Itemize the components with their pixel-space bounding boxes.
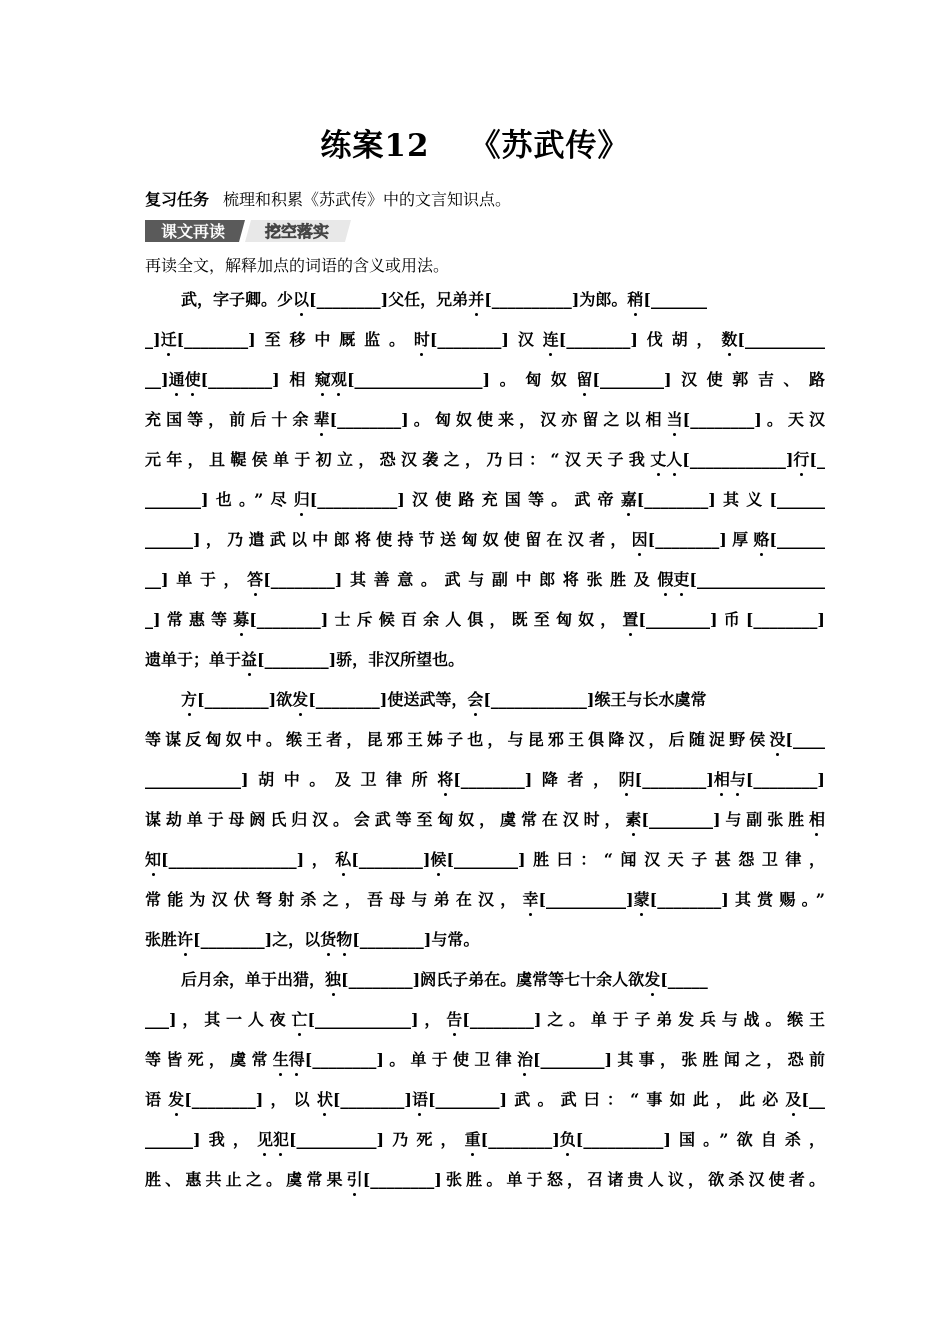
dotted-term: 将 <box>437 770 453 789</box>
passage-line <box>145 720 825 760</box>
text-segment: [__________] <box>538 890 634 909</box>
dotted-term: 方 <box>181 690 197 709</box>
passage-line <box>145 440 825 480</box>
text-segment: [________]胜曰：“闻汉天子甚怨卫律， <box>446 850 825 869</box>
text-segment: 谋劫单于母阏氏归汉。会武等至匈奴，虞常在汉时， <box>145 810 626 829</box>
passage-line <box>145 640 825 680</box>
dotted-term: 募 <box>233 610 249 629</box>
dotted-term: 嘉 <box>621 490 637 509</box>
text-segment: ______]，乃遣武以中郎将使持节送匈奴使留在汉者， <box>145 530 632 549</box>
passage-line <box>145 960 825 1000</box>
dotted-term: 幸 <box>522 890 538 909</box>
text-segment: ____________]胡中。及卫律所 <box>145 770 438 789</box>
text-segment: 遗单于；单于 <box>145 650 242 669</box>
passage-line <box>145 360 825 400</box>
text-segment: [________]其事，张胜闻之，恐前 <box>532 1050 825 1069</box>
passage-line <box>145 280 825 320</box>
dotted-term: 重 <box>465 1130 481 1149</box>
review-task-label: 复习任务 <box>145 190 210 209</box>
dotted-term: 发 <box>292 690 308 709</box>
dotted-term: 蒙 <box>634 890 650 909</box>
text-segment: [_____ <box>660 970 708 989</box>
dotted-term: 会 <box>467 690 483 709</box>
dotted-term: 状 <box>317 1090 333 1109</box>
text-segment: [________] <box>480 1130 560 1149</box>
text-segment: [________]降者， <box>453 770 619 789</box>
dotted-term: 独 <box>325 970 341 989</box>
passage-line <box>145 520 825 560</box>
dotted-term: 知 <box>145 850 161 869</box>
text-segment: [_ <box>809 450 825 469</box>
dotted-term: 行 <box>793 450 809 469</box>
text-segment: [________]。天汉 <box>682 410 825 429</box>
text-segment: [________________]。匈奴 <box>346 370 577 389</box>
dotted-term: 告 <box>446 1010 462 1029</box>
text-segment: ___]，其一人夜 <box>145 1010 292 1029</box>
dotted-term: 治 <box>517 1050 533 1069</box>
text-segment: [__ <box>801 1090 825 1109</box>
dotted-term: 置 <box>622 610 638 629</box>
review-task <box>145 188 825 212</box>
text-segment: [____________]缑王与长水虞常 <box>483 690 707 709</box>
section-banner-graphic <box>145 220 355 242</box>
text-segment: [__________]为郎。 <box>484 290 628 309</box>
passage-line <box>145 1040 825 1080</box>
dotted-term: 素 <box>625 810 641 829</box>
text-segment: 武，字子卿。少 <box>181 290 294 309</box>
text-segment: [________]武。武曰：“事如此，此必 <box>427 1090 786 1109</box>
text-segment: 语 <box>145 1090 169 1109</box>
text-segment: [________]士斥候百余人俱，既至匈奴， <box>249 610 623 629</box>
dotted-term: 连 <box>543 330 559 349</box>
text-segment: [________]与常。 <box>352 930 480 949</box>
text-segment: 张胜 <box>145 930 178 949</box>
dotted-term: 因 <box>632 530 648 549</box>
text-segment: 等谋反匈奴中。缑王者，昆邪王姊子也，与昆邪王俱降汉，后随浞野侯 <box>145 730 770 749</box>
passage-line <box>145 320 825 360</box>
text-segment: [________]之，以 <box>193 930 321 949</box>
text-segment: [________] <box>745 770 825 789</box>
text-segment: [________]其义[______ <box>636 490 825 509</box>
text-segment: [________________ <box>689 570 825 589</box>
text-segment: [________] <box>351 850 431 869</box>
title-sub: 《苏武传》 <box>469 128 630 164</box>
dotted-term: 阴 <box>619 770 635 789</box>
dotted-term: 亡 <box>291 1010 307 1029</box>
passage-line <box>145 880 825 920</box>
passage-line <box>145 560 825 600</box>
passage-line <box>145 920 825 960</box>
section-banner <box>145 220 355 242</box>
text-segment: [________] <box>332 1090 412 1109</box>
text-segment: [________]币[________] <box>638 610 825 629</box>
text-segment: [________]张胜。单于怒，召诸贵人议，欲杀汉使者。 <box>362 1170 825 1189</box>
text-segment: [____ <box>785 730 825 749</box>
dotted-term: 当 <box>667 410 683 429</box>
dotted-term: 以 <box>293 290 309 309</box>
text-segment: 充国等，前后十余 <box>145 410 314 429</box>
passage-line <box>145 1000 825 1040</box>
dotted-term: 没 <box>769 730 785 749</box>
text-segment: _] <box>145 330 161 349</box>
text-segment: [__________ <box>737 330 825 349</box>
page-title <box>0 126 950 166</box>
text-segment: [________]厚 <box>647 530 754 549</box>
text-segment: 常能为汉伏弩射杀之，吾母与弟在汉， <box>145 890 523 909</box>
text-segment: __]单于， <box>145 570 248 589</box>
text-segment: 后月余，单于出猎， <box>181 970 326 989</box>
passage-line <box>145 760 825 800</box>
dotted-term: 见犯 <box>257 1130 289 1149</box>
dotted-term: 稍 <box>627 290 643 309</box>
text-segment: [________]父任，兄弟 <box>309 290 469 309</box>
text-segment: [________]至移中厩监。 <box>176 330 414 349</box>
dotted-term: 候 <box>430 850 446 869</box>
text-segment: [________]。单于使卫律 <box>304 1050 517 1069</box>
text-segment: [________]。匈奴使来，汉亦留之以相 <box>329 410 667 429</box>
text-segment: 元年，且鞮侯单于初立，恐汉袭之，乃曰：“汉天子我 <box>145 450 651 469</box>
dotted-term: 及 <box>785 1090 801 1109</box>
text-segment: [________] <box>634 770 714 789</box>
text-segment: [________]伐胡， <box>558 330 722 349</box>
dotted-term: 数 <box>721 330 737 349</box>
passage-line <box>145 680 825 720</box>
dotted-term: 相与 <box>714 770 746 789</box>
dotted-term: 时 <box>414 330 430 349</box>
dotted-term: 相 <box>809 810 825 829</box>
dotted-term: 归 <box>294 490 310 509</box>
dotted-term: 答 <box>247 570 263 589</box>
dotted-term: 发 <box>168 1090 184 1109</box>
text-segment: [________]汉使郭吉、路 <box>592 370 825 389</box>
text-segment: [________]欲 <box>197 690 293 709</box>
text-segment: [____________]， <box>307 1010 447 1029</box>
text-segment: _______]也。”尽 <box>145 490 294 509</box>
text-segment: [________]与副张胜 <box>641 810 809 829</box>
text-segment: [__________]国。”欲自杀， <box>575 1130 825 1149</box>
dotted-term: 引 <box>347 1170 363 1189</box>
passage-line <box>145 1120 825 1160</box>
text-segment: [________]，以 <box>184 1090 317 1109</box>
passage-line <box>145 400 825 440</box>
text-segment: [________]之。单于子弟发兵与战。缑王 <box>462 1010 825 1029</box>
dotted-term: 负 <box>560 1130 576 1149</box>
dotted-term: 假吏 <box>657 570 689 589</box>
dotted-term: 益 <box>241 650 257 669</box>
text-segment: [________]使送武等， <box>308 690 468 709</box>
dotted-term: 迁 <box>161 330 177 349</box>
text-segment: [________]汉 <box>429 330 543 349</box>
text-segment: _]常惠等 <box>145 610 234 629</box>
dotted-term: 私 <box>335 850 351 869</box>
passage-line <box>145 1080 825 1120</box>
text-segment: [________]阏氏子弟在。虞常等七十余人欲 <box>341 970 645 989</box>
text-segment: [________]相 <box>200 370 315 389</box>
text-segment: 胜、惠共止之。虞常果 <box>145 1170 347 1189</box>
dotted-term: 留 <box>576 370 592 389</box>
banner-text-2: 挖空落实 <box>264 222 330 241</box>
dotted-term: 丈人 <box>650 450 682 469</box>
text-segment: [______ <box>769 530 825 549</box>
text-segment: [____________] <box>682 450 794 469</box>
text-segment: [_______ <box>643 290 707 309</box>
text-segment: [__________]汉使路充国等。武帝 <box>309 490 621 509</box>
text-segment: ______]我， <box>145 1130 257 1149</box>
text-segment: [________]其赏赐。” <box>649 890 825 909</box>
text-segment: [________]骄，非汉所望也。 <box>257 650 465 669</box>
banner-text-1: 课文再读 <box>160 222 226 241</box>
title-main: 练案12 <box>320 128 430 164</box>
instruction: 再读全文，解释加点的词语的含义或用法。 <box>145 256 450 275</box>
dotted-term: 通使 <box>169 370 201 389</box>
dotted-term: 发 <box>644 970 660 989</box>
text-segment: [________]其善意。武与副中郎将张胜及 <box>263 570 658 589</box>
passage-line <box>145 480 825 520</box>
dotted-term: 并 <box>468 290 484 309</box>
passage-line <box>145 840 825 880</box>
dotted-term: 语 <box>412 1090 428 1109</box>
passage-line <box>145 600 825 640</box>
dotted-term: 货物 <box>320 930 352 949</box>
passage-line <box>145 800 825 840</box>
dotted-term: 生得 <box>273 1050 305 1069</box>
text-segment: [__________]乃死， <box>288 1130 465 1149</box>
review-task-text: 梳理和积累《苏武传》中的文言知识点。 <box>223 190 512 209</box>
passage <box>145 280 825 1200</box>
dotted-term: 赂 <box>753 530 769 549</box>
text-segment: [________________]， <box>161 850 336 869</box>
dotted-term: 辈 <box>314 410 330 429</box>
dotted-term: 许 <box>177 930 193 949</box>
dotted-term: 窥观 <box>315 370 347 389</box>
text-segment: __] <box>145 370 169 389</box>
text-segment: 等皆死，虞常 <box>145 1050 273 1069</box>
passage-line <box>145 1160 825 1200</box>
